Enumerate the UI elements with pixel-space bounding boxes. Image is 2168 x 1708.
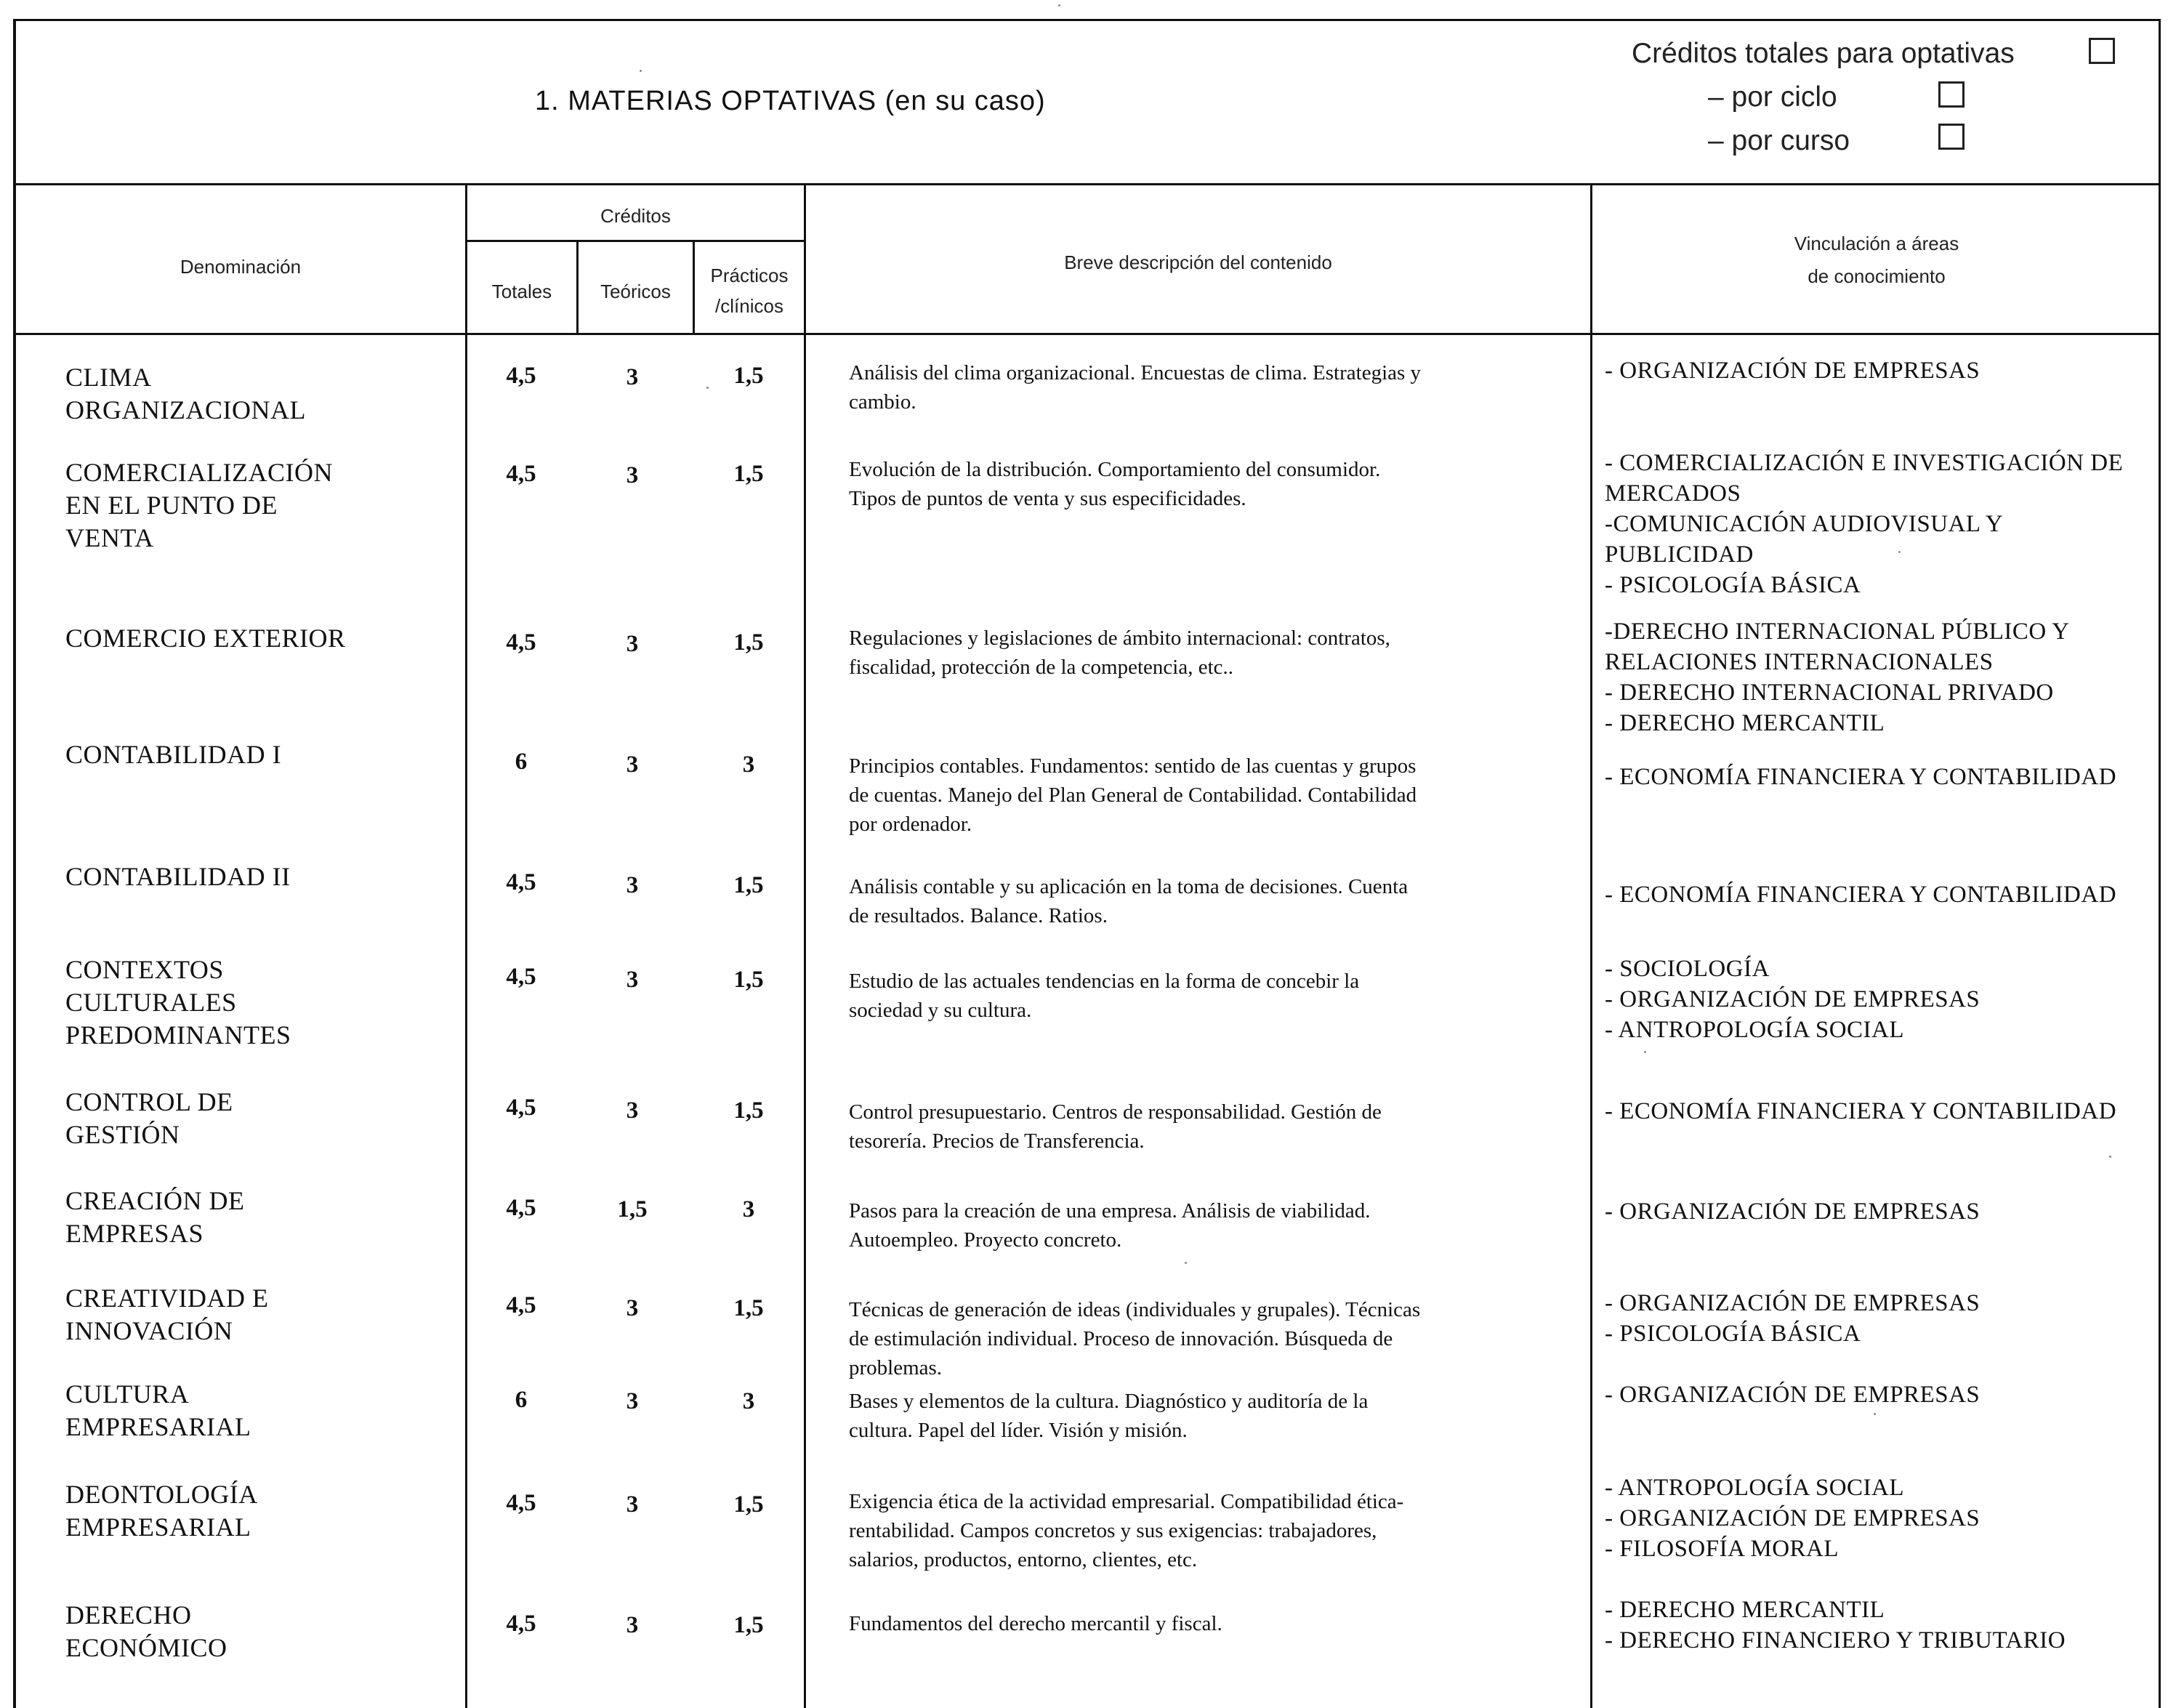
credits-theory: 3 bbox=[626, 1295, 639, 1321]
credits-total: 4,5 bbox=[506, 1292, 536, 1318]
column-divider-3 bbox=[693, 240, 695, 334]
checkbox-ciclo[interactable] bbox=[1938, 81, 1965, 108]
knowledge-areas: - SOCIOLOGÍA - ORGANIZACIÓN DE EMPRESAS - ANTROPOLOGÍA SOCIAL bbox=[1605, 956, 1980, 1043]
knowledge-areas: - ECONOMÍA FINANCIERA Y CONTABILIDAD bbox=[1605, 1098, 2117, 1124]
credits-total: 4,5 bbox=[506, 363, 536, 389]
subject-description: Control presupuestario. Centros de responsabilidad. Gestión de tesorería. Precios de Transferencia. bbox=[849, 1100, 1382, 1153]
knowledge-areas: - ORGANIZACIÓN DE EMPRESAS - PSICOLOGÍA BÁSICA bbox=[1605, 1290, 1980, 1347]
credits-practice: 1,5 bbox=[733, 629, 764, 656]
knowledge-areas: - ANTROPOLOGÍA SOCIAL - ORGANIZACIÓN DE EMPRESAS - FILOSOFÍA MORAL bbox=[1605, 1475, 1980, 1562]
credits-practice: 1,5 bbox=[733, 967, 764, 993]
credits-theory: 3 bbox=[626, 1612, 639, 1638]
header-top-rule bbox=[15, 183, 2161, 185]
credits-total: 6 bbox=[515, 749, 528, 775]
subject-name: COMERCIALIZACIÓN EN EL PUNTO DE VENTA bbox=[65, 458, 333, 552]
credits-practice: 3 bbox=[742, 1388, 755, 1414]
header-teoricos: Teóricos bbox=[600, 281, 671, 302]
knowledge-areas: - ORGANIZACIÓN DE EMPRESAS bbox=[1605, 358, 1980, 384]
credits-practice: 1,5 bbox=[733, 1097, 764, 1124]
subject-description: Pasos para la creación de una empresa. Análisis de viabilidad. Autoempleo. Proyecto concreto. bbox=[849, 1199, 1371, 1252]
subject-description: Análisis contable y su aplicación en la toma de decisiones. Cuenta de resultados. Balance. Ratios. bbox=[849, 875, 1409, 927]
credits-practice: 1,5 bbox=[733, 872, 764, 898]
checkbox-curso[interactable] bbox=[1938, 124, 1965, 150]
subject-description: Estudio de las actuales tendencias en la forma de concebir la sociedad y su cultura. bbox=[849, 970, 1360, 1022]
credits-practice: 1,5 bbox=[733, 461, 764, 487]
credits-total: 4,5 bbox=[506, 1490, 536, 1516]
header-descripcion: Breve descripción del contenido bbox=[1064, 251, 1332, 273]
section-title: 1. MATERIAS OPTATIVAS (en su caso) bbox=[535, 86, 1046, 116]
credits-practice: 1,5 bbox=[733, 1491, 764, 1518]
scan-speck bbox=[2109, 1156, 2111, 1158]
subject-name: CONTABILIDAD II bbox=[65, 862, 291, 891]
scan-speck bbox=[1058, 4, 1060, 7]
credits-theory: 1,5 bbox=[617, 1196, 648, 1222]
credits-theory: 3 bbox=[626, 967, 639, 993]
credits-total: 4,5 bbox=[506, 1095, 536, 1121]
subject-name: CREACIÓN DE EMPRESAS bbox=[65, 1186, 245, 1248]
header-vinculacion-line1: Vinculación a áreas bbox=[1794, 233, 1959, 254]
column-divider-4 bbox=[804, 183, 806, 1708]
subject-description: Regulaciones y legislaciones de ámbito internacional: contratos, fiscalidad, protección de la competencia, etc.. bbox=[849, 627, 1390, 679]
credits-theory: 3 bbox=[626, 1388, 639, 1414]
credits-theory: 3 bbox=[626, 872, 639, 898]
subject-description: Evolución de la distribución. Comportamiento del consumidor. Tipos de puntos de venta y sus especificidades. bbox=[849, 458, 1381, 510]
knowledge-areas: - ECONOMÍA FINANCIERA Y CONTABILIDAD bbox=[1605, 882, 2117, 908]
subject-name: CULTURA EMPRESARIAL bbox=[65, 1379, 251, 1441]
knowledge-areas: - DERECHO MERCANTIL - DERECHO FINANCIERO Y TRIBUTARIO bbox=[1605, 1597, 2066, 1653]
knowledge-areas: - ORGANIZACIÓN DE EMPRESAS bbox=[1605, 1199, 1980, 1225]
scan-speck bbox=[706, 387, 709, 389]
credits-practice: 1,5 bbox=[733, 1612, 764, 1638]
credits-practice: 1,5 bbox=[733, 363, 764, 389]
knowledge-areas: -DERECHO INTERNACIONAL PÚBLICO Y RELACIONES INTERNACIONALES - DERECHO INTERNACIONAL PRIVADO - DERECHO MERCANTIL bbox=[1605, 619, 2070, 736]
subject-description: Análisis del clima organizacional. Encuestas de clima. Estrategias y cambio. bbox=[849, 361, 1422, 414]
subject-name: CONTROL DE GESTIÓN bbox=[65, 1087, 233, 1149]
credits-total: 4,5 bbox=[506, 629, 536, 656]
credits-theory: 3 bbox=[626, 752, 639, 778]
credits-total: 4,5 bbox=[506, 461, 536, 487]
header-creditos: Créditos bbox=[600, 205, 671, 227]
knowledge-areas: - COMERCIALIZACIÓN E INVESTIGACIÓN DE MERCADOS -COMUNICACIÓN AUDIOVISUAL Y PUBLICIDAD - PSICOLOGÍA BÁSICA bbox=[1605, 450, 2124, 598]
subject-description: Bases y elementos de la cultura. Diagnóstico y auditoría de la cultura. Papel del líder. Visión y misión. bbox=[849, 1390, 1369, 1442]
credits-theory: 3 bbox=[626, 462, 639, 488]
subject-name: DERECHO ECONÓMICO bbox=[65, 1600, 227, 1662]
credits-theory: 3 bbox=[626, 364, 639, 390]
frame-top-border bbox=[16, 19, 2160, 21]
subject-name: CONTABILIDAD I bbox=[65, 740, 282, 769]
column-divider-5 bbox=[1590, 183, 1592, 1708]
option-label-total: Créditos totales para optativas bbox=[1632, 38, 2015, 69]
credits-theory: 3 bbox=[626, 1097, 639, 1124]
option-label-ciclo: – por ciclo bbox=[1708, 81, 1837, 113]
credits-practice: 3 bbox=[742, 1196, 755, 1222]
credits-practice: 1,5 bbox=[733, 1295, 764, 1321]
knowledge-areas: - ORGANIZACIÓN DE EMPRESAS bbox=[1605, 1382, 1980, 1408]
credits-total: 4,5 bbox=[506, 1195, 536, 1221]
credits-theory: 3 bbox=[626, 1491, 639, 1518]
header-practicos: Prácticos bbox=[710, 265, 789, 286]
credits-total: 6 bbox=[515, 1387, 528, 1413]
creditos-subheader-rule bbox=[465, 240, 804, 242]
credits-total: 4,5 bbox=[506, 964, 536, 990]
checkbox-total[interactable] bbox=[2089, 38, 2115, 64]
scan-speck bbox=[640, 70, 642, 72]
credits-theory: 3 bbox=[626, 631, 639, 657]
header-clinicos: /clínicos bbox=[715, 295, 783, 317]
subject-name: CONTEXTOS CULTURALES PREDOMINANTES bbox=[65, 955, 291, 1050]
subject-description: Fundamentos del derecho mercantil y fiscal. bbox=[849, 1612, 1222, 1635]
header-bottom-rule bbox=[15, 333, 2161, 335]
scan-speck bbox=[1644, 1051, 1646, 1053]
subject-name: CLIMA ORGANIZACIONAL bbox=[65, 363, 306, 424]
subject-name: COMERCIO EXTERIOR bbox=[65, 624, 346, 653]
subject-description: Técnicas de generación de ideas (individuales y grupales). Técnicas de estimulación individual. Proceso de innovación. Búsqueda de problemas. bbox=[849, 1298, 1421, 1379]
scan-speck bbox=[1898, 551, 1901, 553]
header-denominacion: Denominación bbox=[180, 256, 302, 278]
credits-total: 4,5 bbox=[506, 869, 536, 895]
subject-description: Exigencia ética de la actividad empresarial. Compatibilidad ética- rentabilidad. Campos concretos y sus exigencias: trabajadores, salarios, productos, entorno, clientes, etc. bbox=[849, 1490, 1404, 1571]
credits-total: 4,5 bbox=[506, 1611, 536, 1637]
credits-practice: 3 bbox=[742, 752, 755, 778]
column-divider-1 bbox=[465, 183, 467, 1708]
option-label-curso: – por curso bbox=[1708, 125, 1850, 156]
knowledge-areas: - ECONOMÍA FINANCIERA Y CONTABILIDAD bbox=[1605, 764, 2117, 790]
subject-description: Principios contables. Fundamentos: sentido de las cuentas y grupos de cuentas. Manejo del Plan General de Contabilidad. Contabilidad por ordenador. bbox=[849, 754, 1417, 836]
header-vinculacion-line2: de conocimiento bbox=[1808, 265, 1946, 287]
subject-name: DEONTOLOGÍA EMPRESARIAL bbox=[65, 1480, 258, 1542]
scan-speck bbox=[1185, 1262, 1187, 1264]
scan-speck bbox=[1874, 1413, 1876, 1415]
header-totales: Totales bbox=[491, 281, 552, 302]
subject-name: CREATIVIDAD E INNOVACIÓN bbox=[65, 1284, 269, 1345]
